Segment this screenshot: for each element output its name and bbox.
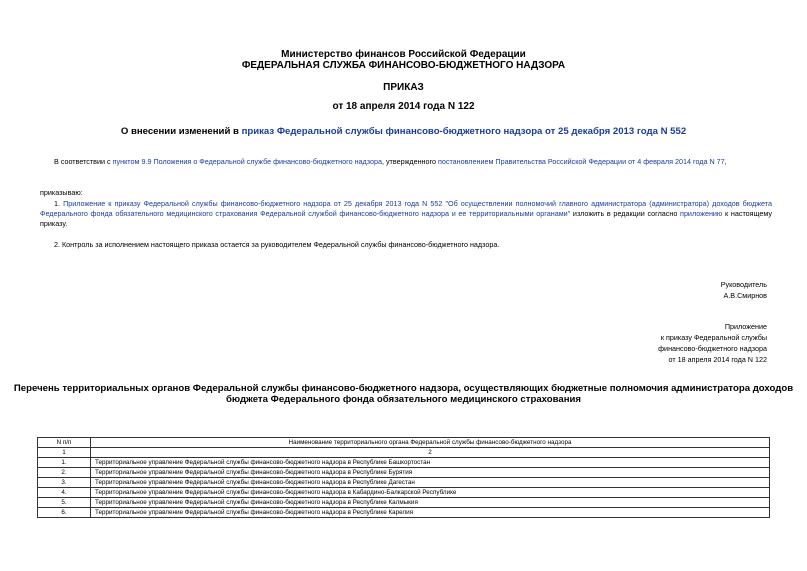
row-name: Территориальное управление Федеральной службы финансово-бюджетного надзора в Кабардино-Балкарской Республике — [91, 488, 770, 498]
table-row — [38, 458, 770, 468]
list-title-line-1: Перечень территориальных органов Федеральной службы финансово-бюджетного надзора, осуществляющих бюджетные полномочия администратора доходов — [13, 383, 794, 394]
order-item-1 — [40, 199, 772, 229]
doc-type: ПРИКАЗ — [383, 82, 424, 93]
appendix-order-date: от 18 апреля 2014 года N 122 — [668, 355, 767, 364]
order-item-2: 2. Контроль за исполнением настоящего приказа остается за руководителем Федеральной службы финансово-бюджетного надзора. — [54, 240, 500, 249]
row-number: 2. — [38, 468, 91, 478]
appendix-order-ref-2: финансово-бюджетного надзора — [658, 344, 767, 353]
row-number: 4. — [38, 488, 91, 498]
preamble — [54, 157, 774, 167]
row-number: 6. — [38, 508, 91, 518]
row-number: 1. — [38, 458, 91, 468]
item1-number: 1. — [54, 199, 64, 208]
row-name: Территориальное управление Федеральной службы финансово-бюджетного надзора в Республике Карелия — [91, 508, 770, 518]
column-header-number: N п/п — [38, 438, 91, 448]
ministry-name: Министерство финансов Российской Федерации — [281, 49, 526, 60]
appendix-label: Приложение — [724, 322, 767, 331]
appendix-link[interactable]: приложению — [680, 209, 723, 218]
row-name: Территориальное управление Федеральной службы финансово-бюджетного надзора в Республике Бурятия — [91, 468, 770, 478]
signature-role: Руководитель — [720, 280, 767, 289]
regulation-point-link[interactable]: пунктом 9.9 Положения о Федеральной службе финансово-бюджетного надзора — [112, 157, 382, 166]
preamble-text-1: В соответствии с — [54, 157, 113, 166]
item1-text-2: изложить в редакции согласно — [570, 209, 681, 218]
row-number: 3. — [38, 478, 91, 488]
table-header-row — [38, 438, 770, 448]
government-decree-link[interactable]: постановлением Правительства Российской Федерации от 4 февраля 2014 года N 77 — [437, 157, 725, 166]
row-number: 5. — [38, 498, 91, 508]
appendix-order-link[interactable]: Приложение к приказу Федеральной службы финансово-бюджетного надзора от 25 декабря 2013 года N 552 "Об осуществлении полномочий главного администратора (администратора) доходов бюджета Федерального фонда обязательного медицинского страхования Федеральной службой финансово-бюджетного надзора и ее территориальными органами" — [40, 199, 772, 218]
title-prefix: О внесении изменений в — [120, 126, 242, 137]
amended-order-link[interactable]: приказ Федеральной службы финансово-бюджетного надзора от 25 декабря 2013 года N 552 — [241, 126, 687, 137]
signature-name: А.В.Смирнов — [723, 291, 767, 300]
order-word: приказываю: — [40, 188, 83, 197]
territorial-bodies-table — [37, 437, 770, 518]
table-index-row — [38, 448, 770, 458]
service-name: ФЕДЕРАЛЬНАЯ СЛУЖБА ФИНАНСОВО-БЮДЖЕТНОГО НАДЗОРА — [241, 60, 566, 71]
table-row — [38, 508, 770, 518]
row-name: Территориальное управление Федеральной службы финансово-бюджетного надзора в Республике Калмыкия — [91, 498, 770, 508]
doc-title — [0, 126, 807, 138]
table-row — [38, 498, 770, 508]
appendix-order-ref: к приказу Федеральной службы — [660, 333, 767, 342]
table-row — [38, 488, 770, 498]
preamble-text-2: , утвержденного — [381, 157, 438, 166]
item1-text-3: к настоящему приказу. — [40, 209, 772, 228]
doc-date-number: от 18 апреля 2014 года N 122 — [332, 101, 475, 112]
row-name: Территориальное управление Федеральной службы финансово-бюджетного надзора в Республике Башкортостан — [91, 458, 770, 468]
table-row — [38, 478, 770, 488]
table-row — [38, 468, 770, 478]
preamble-text-3: , — [724, 157, 727, 166]
column-header-name: Наименование территориального органа Федеральной службы финансово-бюджетного надзора — [91, 438, 770, 448]
row-name: Территориальное управление Федеральной службы финансово-бюджетного надзора в Республике Дагестан — [91, 478, 770, 488]
column-index-2: 2 — [91, 448, 770, 458]
column-index-1: 1 — [38, 448, 91, 458]
list-title-line-2: бюджета Федерального фонда обязательного медицинского страхования — [225, 394, 582, 405]
